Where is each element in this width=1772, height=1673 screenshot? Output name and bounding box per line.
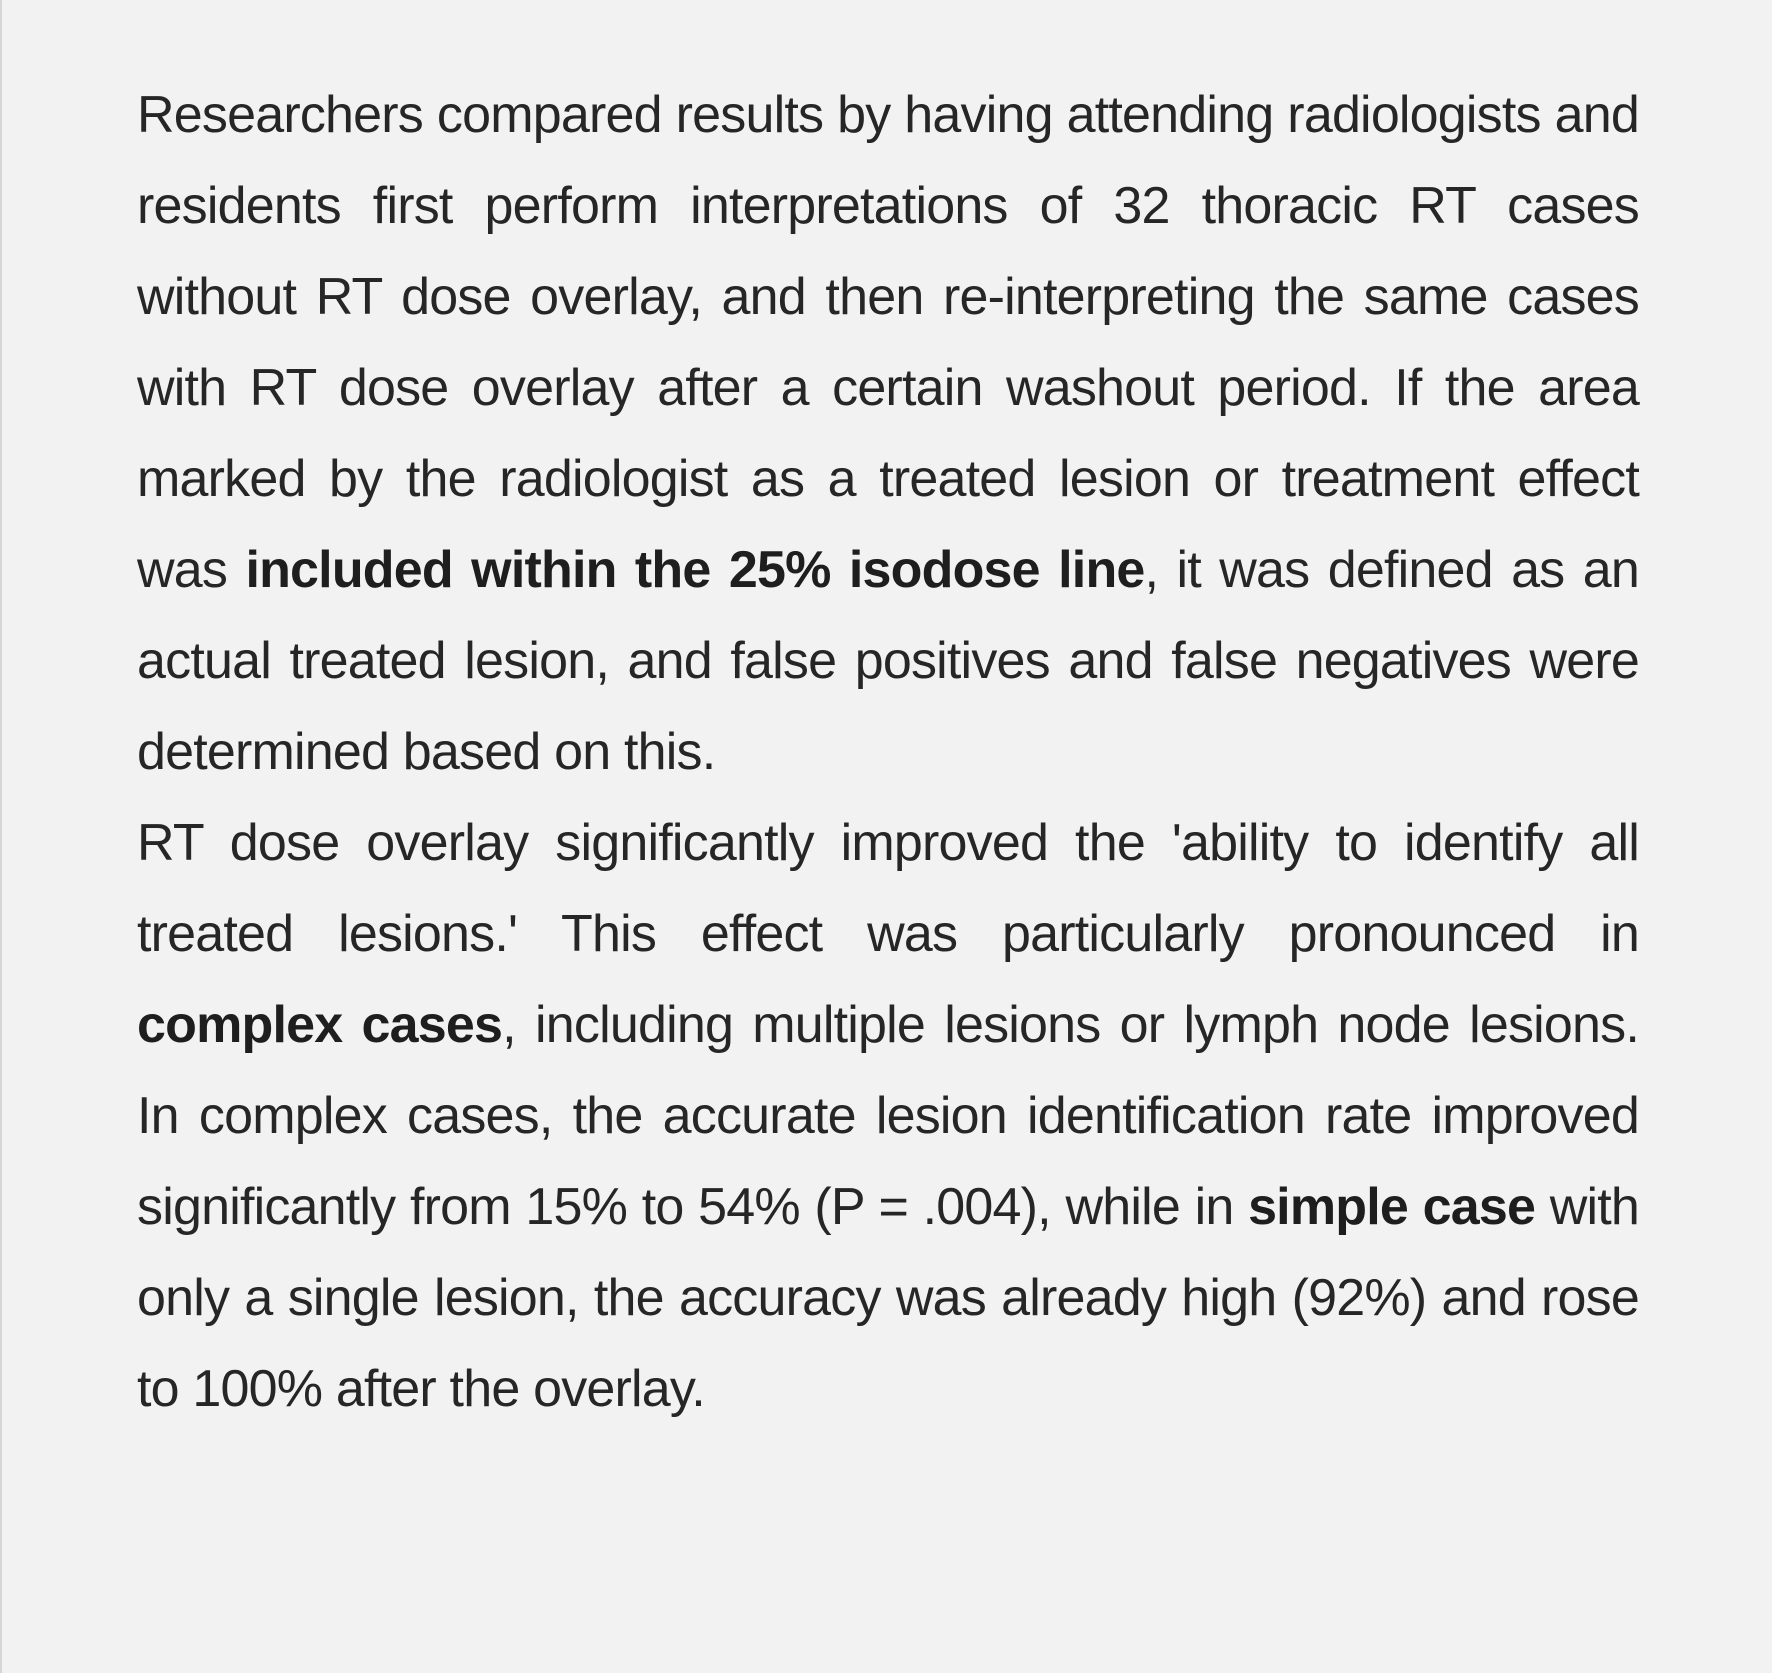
paragraph-2 xyxy=(137,798,1639,1435)
bold-text-span: included within the 25% isodose line xyxy=(245,541,1145,599)
text-span: with only a single lesion, the accuracy was already high (92%) and rose to 100% after the overlay. xyxy=(137,1178,1640,1418)
bold-text-span: complex cases xyxy=(137,996,503,1054)
text-span: , including multiple lesions or lymph node lesions. In complex cases, the accurate lesion identification rate improved significantly from 15% to 54% (P = .004), while in xyxy=(137,996,1639,1236)
paragraph-1 xyxy=(137,70,1639,798)
text-span: RT dose overlay significantly improved the 'ability to identify all treated lesions.' This effect was particularly pronounced in xyxy=(137,814,1639,963)
bold-text-span: simple case xyxy=(1248,1178,1536,1236)
article-body xyxy=(137,70,1639,1435)
text-span: Researchers compared results by having attending radiologists and residents first perform interpretations of 32 thoracic RT cases without RT dose overlay, and then re-interpreting the same cases with RT dose overlay after a certain washout period. If the area marked by the radiologist as a treated lesion or treatment effect was xyxy=(137,86,1639,599)
text-span: , it was defined as an actual treated lesion, and false positives and false negatives were determined based on this. xyxy=(137,541,1639,781)
